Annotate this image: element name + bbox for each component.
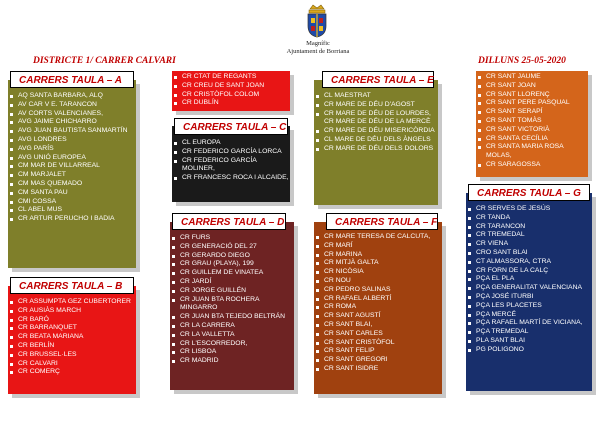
street-item: CR CRISTÒFOL COLOM: [172, 91, 290, 100]
street-item: CL MAESTRAT: [314, 92, 438, 101]
street-item: CT ALMASSORA, CTRA: [466, 258, 592, 267]
street-item: CR CALVARI: [8, 360, 136, 369]
street-item: CR JORGE GUILLÉN: [170, 287, 294, 296]
table-a-panel: [8, 80, 136, 268]
street-item: CR RAFAEL ALBERTÍ: [314, 295, 442, 304]
street-item: CR NICÒSIA: [314, 268, 442, 277]
street-item: CL EUROPA: [172, 139, 290, 148]
street-item: CR TANDA: [466, 214, 592, 223]
red-continuation-panel: [172, 71, 290, 111]
street-item: PÇA MERCÉ: [466, 311, 592, 320]
street-item: CR TARANCON: [466, 223, 592, 232]
date-title: DILLUNS 25-05-2020: [478, 56, 566, 66]
street-item: CR CREU DE SANT JOAN: [172, 82, 290, 91]
street-item: CR PEDRO SALINAS: [314, 286, 442, 295]
table-g-list: [466, 193, 592, 355]
street-item: AVG PARÍS: [8, 145, 136, 154]
table-g-panel: [466, 193, 592, 391]
street-item: CR FEDERICO GARCÍA LORCA: [172, 148, 290, 157]
street-item: CM SANTA PAU: [8, 189, 136, 198]
table-c-panel: [172, 126, 290, 202]
street-item: CR MARÍ: [314, 242, 442, 251]
street-item: CR TREMEDAL: [466, 231, 592, 240]
street-item: PÇA EL PLA: [466, 275, 592, 284]
street-item: CR SANT AGUSTÍ: [314, 312, 442, 321]
table-b-title: CARRERS TAULA – B: [10, 277, 134, 294]
street-item: CR GENERACIÓ DEL 27: [170, 243, 294, 252]
table-f-list: [314, 222, 442, 374]
street-item: CR GRAU (PLAYA), 199: [170, 260, 294, 269]
street-item: CR LISBOA: [170, 348, 294, 357]
street-item: CR ARTUR PERUCHO I BADIA: [8, 215, 136, 224]
org-line-1: Magnífic: [306, 40, 330, 47]
street-item: CR MARE DE DÉU DE LOURDES, CR MARE DE DÉU DE LA MERCÈ: [314, 110, 438, 128]
street-item: PÇA GENERALITAT VALENCIANA: [466, 284, 592, 293]
street-item: AVG UNIÓ EUROPEA: [8, 154, 136, 163]
street-item: CR SARAGOSSA: [476, 161, 588, 170]
street-item: AV CORTS VALENCIANES,: [8, 110, 136, 119]
table-e-panel: [314, 80, 438, 205]
street-item: CR BRUSSEL·LES: [8, 351, 136, 360]
street-item: CR BARRANQUET: [8, 324, 136, 333]
street-item: CL MARE DE DÉU DELS ÀNGELS: [314, 136, 438, 145]
street-item: CRO SANT BLAI: [466, 249, 592, 258]
table-f-panel: [314, 222, 442, 394]
street-item: CR SANT TOMÀS: [476, 117, 588, 126]
street-item: CR SANT CARLES: [314, 330, 442, 339]
street-item: CR VIENA: [466, 240, 592, 249]
street-item: CR SANT SERAPÍ: [476, 108, 588, 117]
street-item: CR SANT CRISTÒFOL: [314, 339, 442, 348]
street-item: CR COMERÇ: [8, 368, 136, 377]
street-item: CR LA VALLETTA: [170, 331, 294, 340]
orange-continuation-panel: [476, 71, 588, 177]
table-f-title: CARRERS TAULA – F: [326, 213, 438, 230]
street-item: CR JUAN BTA TEJEDO BELTRÁN: [170, 313, 294, 322]
street-item: CR FURS: [170, 234, 294, 243]
street-item: CR MARE DE DÉU DELS DOLORS: [314, 145, 438, 154]
street-item: CR SANT JOAN: [476, 82, 588, 91]
street-item: CR SANT LLORENÇ: [476, 91, 588, 100]
street-item: CR BARÓ: [8, 316, 136, 325]
street-item: CR SANT VICTORIÀ: [476, 126, 588, 135]
red-continuation-list: [172, 71, 290, 108]
table-d-list: [170, 222, 294, 366]
street-item: PÇA LES PLACETES: [466, 302, 592, 311]
table-a-list: [8, 80, 136, 224]
orange-continuation-list: [476, 71, 588, 170]
street-item: CR MARE DE DÉU D'AGOST: [314, 101, 438, 110]
table-a-title: CARRERS TAULA – A: [10, 71, 134, 88]
street-item: CL ABEL MUS: [8, 206, 136, 215]
street-item: CR SANTA CECÍLIA: [476, 135, 588, 144]
borriana-crest-logo: [305, 4, 329, 38]
street-item: AVG LONDRES: [8, 136, 136, 145]
street-item: CR FRANCESC ROCA I ALCAIDE,: [172, 174, 290, 183]
table-g-title: CARRERS TAULA – G: [468, 184, 590, 201]
street-item: CR DUBLÍN: [172, 99, 290, 108]
district-title: DISTRICTE 1/ CARRER CALVARI: [33, 56, 176, 66]
table-b-panel: [8, 286, 136, 394]
street-item: CR SANT JAUME: [476, 73, 588, 82]
street-item: CR CTAT DE REGANTS: [172, 73, 290, 82]
street-item: CM MAS QUEMADO: [8, 180, 136, 189]
street-item: CR SERVES DE JESÚS: [466, 205, 592, 214]
street-item: CM MARJALET: [8, 171, 136, 180]
street-item: CR JARDÍ: [170, 278, 294, 287]
street-item: CR LA CARRERA: [170, 322, 294, 331]
street-item: PÇA JOSÉ ITURBI: [466, 293, 592, 302]
table-d-panel: [170, 222, 294, 390]
street-item: AQ SANTA BARBARA, ALQ: [8, 92, 136, 101]
org-line-2: Ajuntament de Borriana: [286, 48, 350, 55]
street-item: CR SANT BLAI,: [314, 321, 442, 330]
street-item: CR JUAN BTA ROCHERA MINGARRO: [170, 296, 294, 314]
street-item: AV CAR V E. TARANCON: [8, 101, 136, 110]
street-item: CR GERARDO DIEGO: [170, 252, 294, 261]
street-item: AVG JAIME CHICHARRO: [8, 118, 136, 127]
street-item: CR SANT GREGORI: [314, 356, 442, 365]
street-item: CR L'ESCORREDOR,: [170, 340, 294, 349]
street-item: CR SANTA MARIA ROSA MOLAS,: [476, 143, 588, 161]
street-item: CR BERLÍN: [8, 342, 136, 351]
street-item: CMI COSSA: [8, 198, 136, 207]
street-item: CR SANT ISIDRE: [314, 365, 442, 374]
street-item: PÇA TREMEDAL: [466, 328, 592, 337]
street-item: CR ASSUMPTA GEZ CUBERTORER: [8, 298, 136, 307]
street-item: CR NOU: [314, 277, 442, 286]
street-item: CR BEATA MARIANA: [8, 333, 136, 342]
street-item: PÇA RAFAEL MARTÍ DE VICIANA,: [466, 319, 592, 328]
street-item: CR SANT FELIP: [314, 347, 442, 356]
table-e-title: CARRERS TAULA – E: [322, 71, 434, 88]
table-d-title: CARRERS TAULA – D: [172, 213, 286, 230]
street-item: CR ROMA: [314, 303, 442, 312]
street-item: CR GUILLEM DE VINATEA: [170, 269, 294, 278]
street-item: CR MARE DE DÉU MISERICÒRDIA: [314, 127, 438, 136]
organization-name: [258, 40, 378, 56]
street-item: CR FORN DE LA CALÇ: [466, 267, 592, 276]
street-item: CR MARE TERESA DE CALCUTA,: [314, 233, 442, 242]
street-item: CR AUSIÀS MARCH: [8, 307, 136, 316]
street-item: CR FEDERICO GARCÍA MOLINER,: [172, 157, 290, 175]
street-item: CR MARINA: [314, 251, 442, 260]
street-item: CR MADRID: [170, 357, 294, 366]
street-item: AVG JUAN BAUTISTA SANMARTÍN: [8, 127, 136, 136]
street-item: PG POLIGONO: [466, 346, 592, 355]
table-c-title: CARRERS TAULA – C: [174, 118, 288, 135]
street-item: PLA SANT BLAI: [466, 337, 592, 346]
street-item: CM MAR DE VILLARREAL: [8, 162, 136, 171]
street-item: CR SANT PERE PASQUAL: [476, 99, 588, 108]
table-b-list: [8, 286, 136, 377]
table-e-list: [314, 80, 438, 154]
street-item: CR MITJÀ GALTA: [314, 259, 442, 268]
